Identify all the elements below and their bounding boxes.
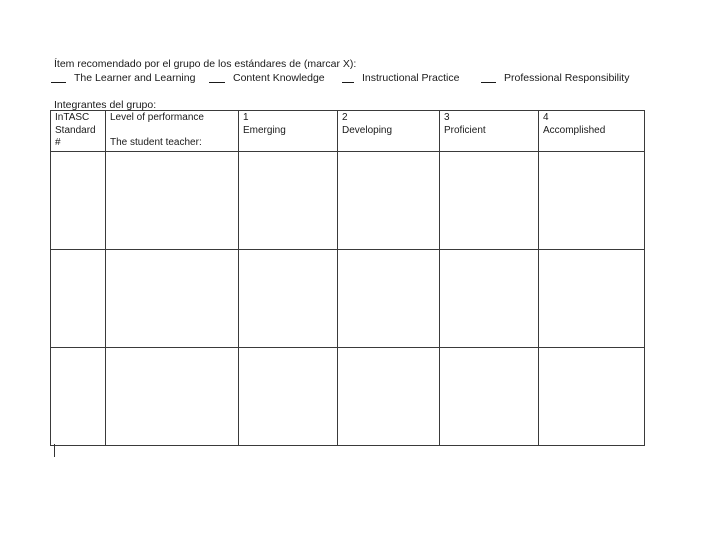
option-blank[interactable] <box>342 81 354 83</box>
header-cell-developing <box>338 111 440 152</box>
header-cell-proficient <box>440 111 539 152</box>
table-row <box>51 347 645 445</box>
text-cursor <box>54 444 55 457</box>
option-professional-responsibility[interactable] <box>481 72 629 85</box>
option-label: Instructional Practice <box>362 72 460 84</box>
table-cell[interactable] <box>239 151 338 249</box>
table-header-row <box>51 111 645 152</box>
header-text: Accomplished <box>543 124 606 136</box>
header-text: Developing <box>342 124 393 136</box>
table-cell[interactable] <box>51 347 106 445</box>
table-cell[interactable] <box>239 249 338 347</box>
header-text: Level of performance <box>110 112 204 123</box>
header-text: 1 <box>243 112 249 123</box>
table-row <box>51 151 645 249</box>
header-text: 2 <box>342 112 348 123</box>
header-text: The student teacher: <box>110 137 202 148</box>
header-text: # <box>55 137 61 148</box>
table-cell[interactable] <box>338 347 440 445</box>
table-cell[interactable] <box>239 347 338 445</box>
table-cell[interactable] <box>539 151 645 249</box>
header-text: InTASC <box>55 112 90 123</box>
group-members-label: Integrantes del grupo: <box>54 99 157 111</box>
table-cell[interactable] <box>106 249 239 347</box>
option-learner-and-learning[interactable] <box>51 72 195 85</box>
option-blank[interactable] <box>481 81 496 83</box>
table-cell[interactable] <box>51 249 106 347</box>
standards-heading: Ítem recomendado por el grupo de los estándares de (marcar X): <box>54 58 357 70</box>
table-cell[interactable] <box>338 249 440 347</box>
header-text: Emerging <box>243 124 286 136</box>
table-cell[interactable] <box>106 347 239 445</box>
table-cell[interactable] <box>440 151 539 249</box>
option-label: The Learner and Learning <box>74 72 196 84</box>
header-text: 3 <box>444 112 450 123</box>
header-cell-standard <box>51 111 106 152</box>
table-cell[interactable] <box>539 249 645 347</box>
table-cell[interactable] <box>338 151 440 249</box>
header-text: 4 <box>543 112 549 123</box>
table-cell[interactable] <box>440 347 539 445</box>
table-cell[interactable] <box>106 151 239 249</box>
option-blank[interactable] <box>51 81 66 83</box>
rubric-table <box>50 110 645 446</box>
option-blank[interactable] <box>209 81 225 83</box>
option-label: Professional Responsibility <box>504 72 630 84</box>
option-label: Content Knowledge <box>233 72 325 84</box>
option-content-knowledge[interactable] <box>209 72 325 85</box>
header-cell-accomplished <box>539 111 645 152</box>
table-cell[interactable] <box>51 151 106 249</box>
option-instructional-practice[interactable] <box>342 72 459 85</box>
table-cell[interactable] <box>539 347 645 445</box>
table-cell[interactable] <box>440 249 539 347</box>
header-cell-emerging <box>239 111 338 152</box>
table-row <box>51 249 645 347</box>
header-cell-level <box>106 111 239 152</box>
header-text: Standard <box>55 124 96 136</box>
header-spacer <box>110 125 234 138</box>
header-text: Proficient <box>444 124 486 136</box>
